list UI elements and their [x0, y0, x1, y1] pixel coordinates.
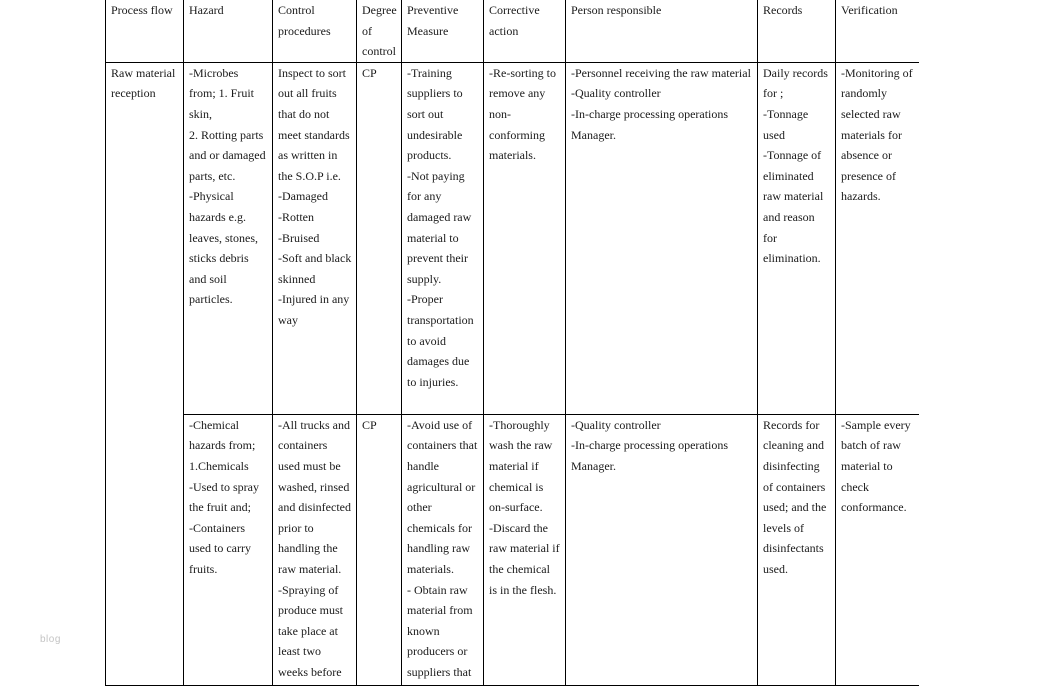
cell-text-line: procedures — [278, 23, 331, 38]
cell-text-line: washed, rinsed — [278, 479, 350, 494]
cell-text-line: -Spraying of — [278, 582, 339, 597]
cell-text-line: from; 1. Fruit — [189, 86, 254, 101]
cell-text-line: suppliers to — [407, 86, 463, 101]
corrective-action-cell — [484, 62, 566, 414]
cell-text-line: presence of — [841, 168, 896, 183]
cell-text-line: of — [362, 23, 372, 38]
cell-text-line: fruits. — [189, 561, 218, 576]
cell-text-line: prior to — [278, 520, 314, 535]
cell-text-line: -Damaged — [278, 189, 328, 204]
cell-text-line: materials. — [407, 561, 454, 576]
cell-text-line: raw material if — [489, 541, 560, 556]
cell-text-line: Preventive — [407, 3, 459, 17]
cell-text-line: material to check — [841, 458, 893, 494]
person-responsible-cell — [566, 414, 758, 685]
cell-text-line: -Not paying — [407, 168, 465, 183]
cell-text-line: absence or — [841, 148, 892, 163]
cell-text-line: handle — [407, 458, 439, 473]
preventive-measure-cell — [402, 62, 484, 414]
table-row — [106, 62, 920, 414]
cell-text-line: producers or — [407, 644, 468, 659]
cell-text-line: -Sample every — [841, 417, 911, 432]
cell-text-line: used — [763, 127, 785, 142]
cell-text-line: -Training — [407, 65, 452, 80]
cell-text-line: sort out — [407, 106, 444, 121]
cell-text-line: sticks debris — [189, 251, 249, 266]
process-step-cell — [106, 62, 184, 685]
cell-text-line: -Injured in any — [278, 292, 350, 307]
haccp-table-page — [105, 0, 919, 686]
cell-text-line: material if — [489, 458, 539, 473]
cell-text-line: -In-charge processing operations — [571, 438, 729, 453]
cell-text-line: for ; — [763, 86, 784, 101]
cell-text-line: and soil — [189, 271, 227, 286]
cell-text-line: selected raw — [841, 106, 901, 121]
cell-text-line: Raw material — [111, 65, 176, 80]
header-records: Records — [758, 0, 836, 62]
hazard-cell — [184, 414, 273, 685]
cell-text-line: take place at — [278, 623, 338, 638]
cell-text-line: materials for — [841, 127, 902, 142]
cell-text-line: disinfectants — [763, 541, 824, 556]
cell-text-line: agricultural or — [407, 479, 476, 494]
cell-text-line: -Used to spray — [189, 479, 259, 494]
cell-text-line: transportation — [407, 312, 474, 327]
header-control-procedures — [273, 0, 357, 62]
records-cell — [758, 414, 836, 685]
table-header-row — [106, 0, 920, 62]
cell-text-line: -Quality controller — [571, 86, 661, 101]
cell-text-line: -Discard the — [489, 520, 548, 535]
cell-text-line: the S.O.P i.e. — [278, 168, 341, 183]
cell-text-line: particles. — [189, 292, 233, 307]
cell-text-line: used. — [763, 561, 788, 576]
preventive-measure-cell — [402, 414, 484, 685]
cell-text-line: -Monitoring of — [841, 65, 913, 80]
cell-text-line: -Rotten — [278, 209, 314, 224]
cell-text-line: known — [407, 623, 440, 638]
cell-text-line: -In-charge processing operations — [571, 106, 729, 121]
cell-text-line: reception — [111, 86, 156, 101]
cell-text-line: raw material. — [278, 561, 342, 576]
verification-cell — [836, 62, 920, 414]
cell-text-line: used to carry — [189, 541, 251, 556]
cell-text-line: as written in — [278, 148, 338, 163]
cell-text-line: hazards. — [841, 189, 881, 204]
cell-text-line: and or damaged — [189, 148, 266, 163]
cell-text-line: of containers — [763, 479, 826, 494]
cell-text-line: -Re-sorting to — [489, 65, 556, 80]
cell-text-line: skinned — [278, 271, 316, 286]
cell-text-line: damaged raw — [407, 209, 472, 224]
header-preventive-measure — [402, 0, 484, 62]
cell-text-line: used; and the — [763, 500, 827, 515]
cell-text-line: chemicals for — [407, 520, 472, 535]
cell-text-line: and reason — [763, 209, 815, 224]
degree-of-control-cell: CP — [357, 62, 402, 414]
cell-text-line: control — [362, 44, 396, 59]
cell-text-line: Corrective — [489, 3, 540, 17]
cell-text-line: Degree — [362, 3, 397, 17]
cell-text-line: parts, etc. — [189, 168, 236, 183]
cell-text-line: Measure — [407, 23, 449, 38]
cell-text-line: non- — [489, 106, 511, 121]
cell-text-line: eliminated — [763, 168, 814, 183]
cell-text-line: -Quality controller — [571, 417, 661, 432]
cell-text-line: material from — [407, 603, 473, 618]
header-hazard: Hazard — [184, 0, 273, 62]
cell-text-line: randomly — [841, 86, 887, 101]
haccp-plan-table — [105, 0, 919, 686]
cell-text-line: elimination. — [763, 251, 821, 266]
cell-text-line: leaves, stones, — [189, 230, 258, 245]
cell-text-line: is in the flesh. — [489, 582, 557, 597]
cell-text-line: other — [407, 500, 432, 515]
cell-text-line: for — [763, 230, 777, 245]
cell-text-line: damages due — [407, 354, 470, 369]
watermark-text: blog — [40, 634, 61, 645]
cell-text-line: -Containers — [189, 520, 245, 535]
cell-text-line: produce must — [278, 603, 343, 618]
cell-text-line: levels of — [763, 520, 804, 535]
cell-text-line: supply. — [407, 271, 442, 286]
cell-text-line: -Proper — [407, 292, 443, 307]
cell-text-line: undesirable — [407, 127, 463, 142]
cell-text-line: on-surface. — [489, 500, 543, 515]
cell-text-line: used must be — [278, 458, 341, 473]
cell-text-line: skin, — [189, 106, 213, 121]
cell-text-line: action — [489, 23, 519, 38]
cell-text-line: to injuries. — [407, 374, 459, 389]
cell-text-line: 2. Rotting parts — [189, 127, 264, 142]
cell-text-line: -Physical — [189, 189, 234, 204]
cell-text-line: Daily records — [763, 65, 828, 80]
cell-text-line: - Obtain raw — [407, 582, 468, 597]
cell-text-line: the fruit and; — [189, 500, 251, 515]
cell-text-line: -Soft and black — [278, 251, 352, 266]
cell-text-line: containers — [278, 438, 328, 453]
cell-text-line: for any — [407, 189, 442, 204]
cell-text-line: least two — [278, 644, 321, 659]
control-procedures-cell — [273, 62, 357, 414]
cell-text-line: the chemical — [489, 561, 550, 576]
cell-text-line: products. — [407, 148, 452, 163]
header-corrective-action — [484, 0, 566, 62]
cell-text-line: -Tonnage of — [763, 148, 822, 163]
cell-text-line: that do not — [278, 106, 330, 121]
corrective-action-cell — [484, 414, 566, 685]
cell-text-line: -Tonnage — [763, 106, 809, 121]
cell-text-line: containers that — [407, 438, 478, 453]
cell-text-line: -Thoroughly — [489, 417, 550, 432]
header-verification: Verification — [836, 0, 920, 62]
cell-text-line: hazards from; — [189, 438, 256, 453]
records-cell — [758, 62, 836, 414]
cell-text-line: -Bruised — [278, 230, 320, 245]
cell-text-line: cleaning and — [763, 438, 824, 453]
cell-text-line: out all fruits — [278, 86, 337, 101]
cell-text-line: Manager. — [571, 127, 616, 142]
cell-text-line: wash the raw — [489, 438, 553, 453]
cell-text-line: -Avoid use of — [407, 417, 473, 432]
control-procedures-cell — [273, 414, 357, 685]
cell-text-line: suppliers that — [407, 664, 472, 679]
table-row — [106, 414, 920, 685]
cell-text-line: material to — [407, 230, 459, 245]
cell-text-line: way — [278, 312, 298, 327]
cell-text-line: -All trucks and — [278, 417, 350, 432]
cell-text-line: disinfecting — [763, 458, 820, 473]
cell-text-line: and disinfected — [278, 500, 351, 515]
person-responsible-cell — [566, 62, 758, 414]
degree-of-control-cell: CP — [357, 414, 402, 685]
cell-text-line: conforming — [489, 127, 545, 142]
cell-text-line: prevent their — [407, 251, 468, 266]
cell-text-line: handling the — [278, 541, 338, 556]
cell-text-line: Manager. — [571, 458, 616, 473]
cell-text-line: Control — [278, 3, 315, 17]
cell-text-line: Inspect to sort — [278, 65, 346, 80]
cell-text-line: weeks before — [278, 664, 342, 679]
header-degree-of-control — [357, 0, 402, 62]
verification-cell — [836, 414, 920, 685]
cell-text-line: Records for — [763, 417, 820, 432]
cell-text-line: materials. — [489, 148, 536, 163]
cell-text-line: raw material — [763, 189, 824, 204]
cell-text-line: -Microbes — [189, 65, 239, 80]
header-process-flow: Process flow — [106, 0, 184, 62]
cell-text-line: -Personnel receiving the raw material — [571, 65, 751, 80]
cell-text-line: 1.Chemicals — [189, 458, 249, 473]
cell-text-line: to avoid — [407, 333, 446, 348]
cell-text-line: handling raw — [407, 541, 470, 556]
cell-text-line: conformance. — [841, 500, 907, 515]
header-person-responsible: Person responsible — [566, 0, 758, 62]
cell-text-line: -Chemical — [189, 417, 239, 432]
hazard-cell — [184, 62, 273, 414]
cell-text-line: hazards e.g. — [189, 209, 246, 224]
cell-text-line: remove any — [489, 86, 546, 101]
cell-text-line: batch of raw — [841, 438, 901, 453]
cell-text-line: chemical is — [489, 479, 544, 494]
cell-text-line: meet standards — [278, 127, 350, 142]
